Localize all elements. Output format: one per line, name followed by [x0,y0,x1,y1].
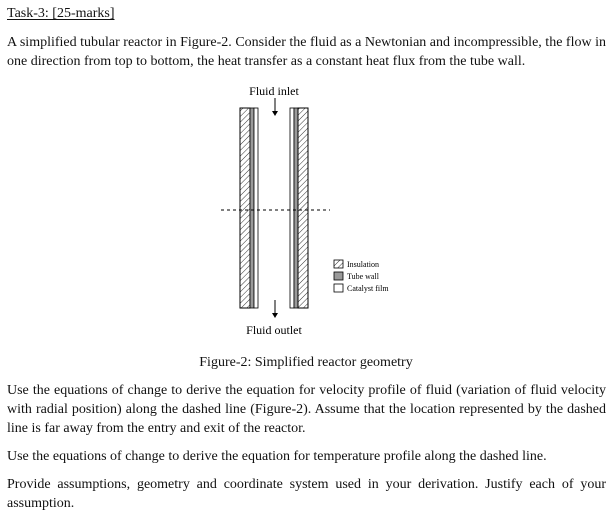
figure-legend [334,260,389,293]
legend-tube-wall-label: Tube wall [347,272,379,281]
legend-catalyst-film-swatch [334,284,343,292]
right-insulation [298,108,308,308]
left-tube-wall [250,108,254,308]
intro-paragraph: A simplified tubular reactor in Figure-2. Consider the fluid as a Newtonian and incompressible, the flow in one direction from top to bottom, the heat transfer as a constant heat flux from the tube wall. [7,35,606,69]
question-temperature-profile: Use the equations of change to derive the equation for temperature profile along the dashed line. [7,449,547,464]
right-catalyst-film [290,108,294,308]
legend-insulation-swatch [334,260,343,268]
fluid-outlet-label: Fluid outlet [246,323,302,337]
question-assumptions: Provide assumptions, geometry and coordinate system used in your derivation. Justify each of your assumption. [7,477,606,511]
question-velocity-profile: Use the equations of change to derive the equation for velocity profile of fluid (variation of fluid velocity with radial position) along the dashed line (Figure-2). Assume that the location represented by the dashed line is far away from the entry and exit of the reactor. [7,383,606,436]
inlet-arrow-icon [272,98,278,116]
left-catalyst-film [254,108,258,308]
legend-tube-wall-swatch [334,272,343,280]
right-tube-wall [294,108,298,308]
left-insulation [240,108,250,308]
fluid-inlet-label: Fluid inlet [249,84,299,98]
figure-caption: Figure-2: Simplified reactor geometry [199,355,413,370]
outlet-arrow-icon [272,300,278,318]
legend-insulation-label: Insulation [347,260,379,269]
left-wall [240,108,258,308]
legend-catalyst-film-label: Catalyst film [347,284,389,293]
right-wall [290,108,308,308]
task-heading: Task-3: [25-marks] [7,6,115,21]
